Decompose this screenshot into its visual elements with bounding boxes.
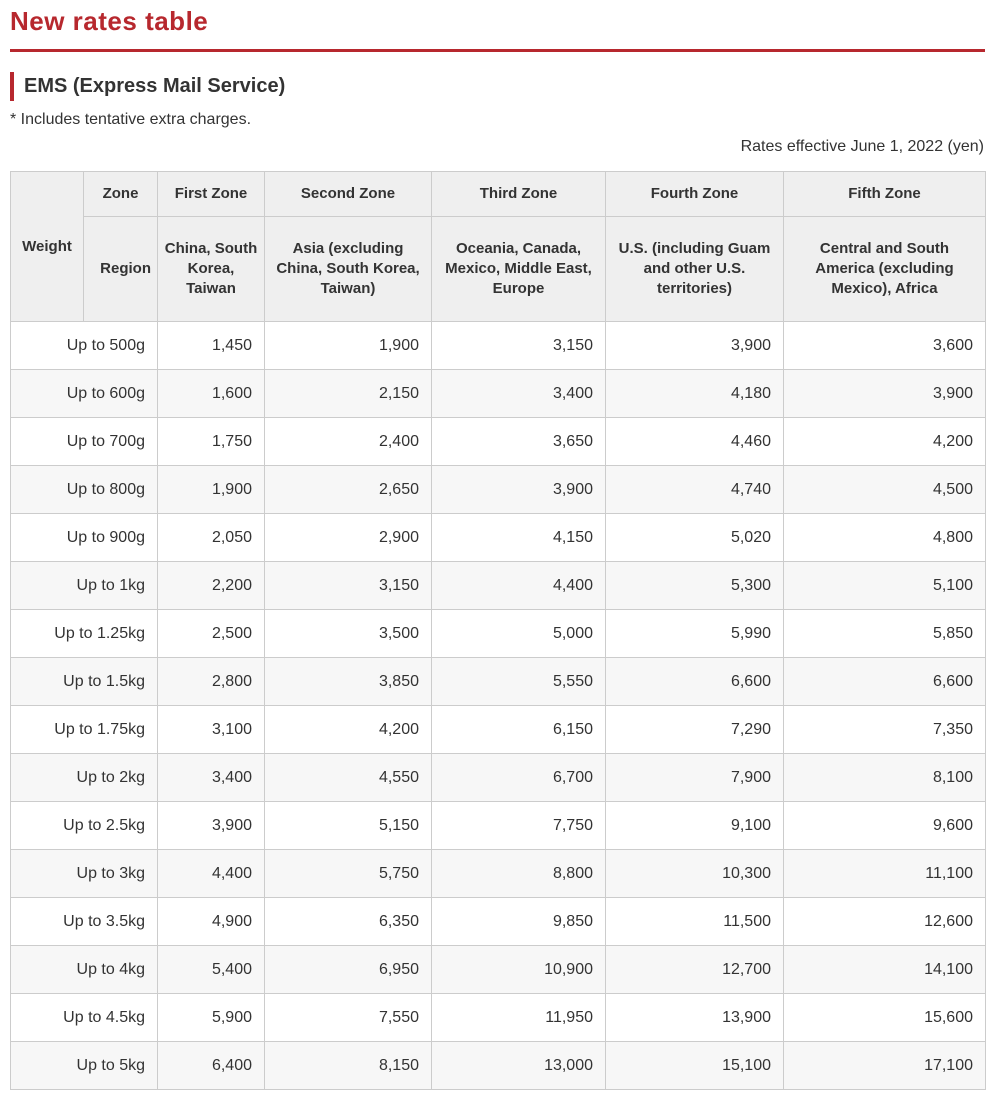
rate-cell: 2,200 bbox=[158, 562, 265, 610]
rate-cell: 4,200 bbox=[265, 706, 432, 754]
page-title: New rates table bbox=[10, 6, 209, 36]
rate-cell: 3,650 bbox=[432, 418, 606, 466]
weight-cell: Up to 600g bbox=[11, 370, 158, 418]
weight-cell: Up to 2kg bbox=[11, 754, 158, 802]
rate-cell: 15,600 bbox=[784, 994, 986, 1042]
weight-cell: Up to 800g bbox=[11, 466, 158, 514]
rate-cell: 8,100 bbox=[784, 754, 986, 802]
rate-cell: 3,850 bbox=[265, 658, 432, 706]
rate-cell: 9,850 bbox=[432, 898, 606, 946]
rate-cell: 6,350 bbox=[265, 898, 432, 946]
rate-cell: 1,900 bbox=[158, 466, 265, 514]
table-row bbox=[11, 850, 986, 898]
rate-cell: 6,950 bbox=[265, 946, 432, 994]
rate-cell: 11,100 bbox=[784, 850, 986, 898]
rate-cell: 5,020 bbox=[606, 514, 784, 562]
table-row bbox=[11, 754, 986, 802]
rate-cell: 1,750 bbox=[158, 418, 265, 466]
rate-cell: 5,000 bbox=[432, 610, 606, 658]
rate-cell: 10,300 bbox=[606, 850, 784, 898]
weight-cell: Up to 900g bbox=[11, 514, 158, 562]
region-fifth-zone: Central and South America (excluding Mexico), Africa bbox=[784, 217, 986, 322]
rate-cell: 4,900 bbox=[158, 898, 265, 946]
table-row bbox=[11, 898, 986, 946]
table-row bbox=[11, 1042, 986, 1090]
rate-cell: 2,050 bbox=[158, 514, 265, 562]
table-row bbox=[11, 658, 986, 706]
zone-header: Zone bbox=[84, 172, 158, 217]
rate-cell: 5,150 bbox=[265, 802, 432, 850]
table-row bbox=[11, 466, 986, 514]
rate-cell: 3,600 bbox=[784, 322, 986, 370]
rate-cell: 1,900 bbox=[265, 322, 432, 370]
rate-cell: 8,800 bbox=[432, 850, 606, 898]
rate-cell: 3,500 bbox=[265, 610, 432, 658]
section-heading: EMS (Express Mail Service) bbox=[10, 72, 285, 101]
table-row bbox=[11, 370, 986, 418]
weight-cell: Up to 1.25kg bbox=[11, 610, 158, 658]
region-first-zone: China, South Korea, Taiwan bbox=[158, 217, 265, 322]
rate-cell: 2,900 bbox=[265, 514, 432, 562]
weight-cell: Up to 1.75kg bbox=[11, 706, 158, 754]
table-row bbox=[11, 562, 986, 610]
weight-cell: Up to 2.5kg bbox=[11, 802, 158, 850]
weight-cell: Up to 3.5kg bbox=[11, 898, 158, 946]
rate-cell: 8,150 bbox=[265, 1042, 432, 1090]
rate-cell: 2,150 bbox=[265, 370, 432, 418]
rate-cell: 7,290 bbox=[606, 706, 784, 754]
rate-cell: 5,400 bbox=[158, 946, 265, 994]
rate-cell: 7,550 bbox=[265, 994, 432, 1042]
rate-cell: 4,500 bbox=[784, 466, 986, 514]
zone-header-fifth: Fifth Zone bbox=[784, 172, 986, 217]
weight-cell: Up to 3kg bbox=[11, 850, 158, 898]
rate-cell: 5,850 bbox=[784, 610, 986, 658]
rate-cell: 5,750 bbox=[265, 850, 432, 898]
rate-cell: 12,600 bbox=[784, 898, 986, 946]
table-row bbox=[11, 418, 986, 466]
rate-cell: 4,150 bbox=[432, 514, 606, 562]
weight-cell: Up to 1kg bbox=[11, 562, 158, 610]
rate-cell: 6,600 bbox=[606, 658, 784, 706]
rate-cell: 13,000 bbox=[432, 1042, 606, 1090]
table-row bbox=[11, 322, 986, 370]
rate-cell: 5,100 bbox=[784, 562, 986, 610]
rate-cell: 2,800 bbox=[158, 658, 265, 706]
title-divider bbox=[10, 49, 985, 52]
rate-cell: 4,180 bbox=[606, 370, 784, 418]
rate-cell: 4,740 bbox=[606, 466, 784, 514]
rate-cell: 2,650 bbox=[265, 466, 432, 514]
weight-cell: Up to 5kg bbox=[11, 1042, 158, 1090]
weight-cell: Up to 4kg bbox=[11, 946, 158, 994]
weight-header: Weight bbox=[11, 172, 84, 322]
rate-cell: 7,350 bbox=[784, 706, 986, 754]
weight-cell: Up to 1.5kg bbox=[11, 658, 158, 706]
rate-cell: 7,750 bbox=[432, 802, 606, 850]
rate-cell: 4,460 bbox=[606, 418, 784, 466]
rate-cell: 3,150 bbox=[432, 322, 606, 370]
rate-cell: 14,100 bbox=[784, 946, 986, 994]
zone-header-second: Second Zone bbox=[265, 172, 432, 217]
weight-cell: Up to 700g bbox=[11, 418, 158, 466]
rate-cell: 11,500 bbox=[606, 898, 784, 946]
table-row bbox=[11, 706, 986, 754]
rate-rows bbox=[11, 322, 986, 1090]
rate-cell: 17,100 bbox=[784, 1042, 986, 1090]
zone-header-third: Third Zone bbox=[432, 172, 606, 217]
rate-cell: 3,900 bbox=[432, 466, 606, 514]
rate-cell: 12,700 bbox=[606, 946, 784, 994]
rate-cell: 6,700 bbox=[432, 754, 606, 802]
rate-cell: 5,550 bbox=[432, 658, 606, 706]
rate-cell: 5,990 bbox=[606, 610, 784, 658]
table-row bbox=[11, 610, 986, 658]
rate-cell: 11,950 bbox=[432, 994, 606, 1042]
table-row bbox=[11, 946, 986, 994]
rate-cell: 4,800 bbox=[784, 514, 986, 562]
extra-charges-note: * Includes tentative extra charges. bbox=[10, 111, 252, 128]
rate-cell: 9,100 bbox=[606, 802, 784, 850]
region-header: Region bbox=[84, 217, 158, 322]
rate-cell: 3,900 bbox=[606, 322, 784, 370]
table-row bbox=[11, 514, 986, 562]
rate-cell: 4,550 bbox=[265, 754, 432, 802]
table-row bbox=[11, 802, 986, 850]
table-row bbox=[11, 994, 986, 1042]
weight-cell: Up to 500g bbox=[11, 322, 158, 370]
rate-cell: 4,400 bbox=[432, 562, 606, 610]
rate-cell: 3,100 bbox=[158, 706, 265, 754]
rate-cell: 10,900 bbox=[432, 946, 606, 994]
rate-cell: 7,900 bbox=[606, 754, 784, 802]
zone-header-first: First Zone bbox=[158, 172, 265, 217]
rate-cell: 6,600 bbox=[784, 658, 986, 706]
region-fourth-zone: U.S. (including Guam and other U.S. territories) bbox=[606, 217, 784, 322]
region-third-zone: Oceania, Canada, Mexico, Middle East, Europe bbox=[432, 217, 606, 322]
rate-cell: 3,400 bbox=[432, 370, 606, 418]
rate-cell: 2,500 bbox=[158, 610, 265, 658]
rate-cell: 5,900 bbox=[158, 994, 265, 1042]
rate-cell: 15,100 bbox=[606, 1042, 784, 1090]
rate-cell: 6,150 bbox=[432, 706, 606, 754]
rate-cell: 3,900 bbox=[158, 802, 265, 850]
rate-cell: 1,600 bbox=[158, 370, 265, 418]
region-second-zone: Asia (excluding China, South Korea, Taiwan) bbox=[265, 217, 432, 322]
rate-cell: 6,400 bbox=[158, 1042, 265, 1090]
rate-cell: 3,900 bbox=[784, 370, 986, 418]
rate-cell: 2,400 bbox=[265, 418, 432, 466]
zone-header-fourth: Fourth Zone bbox=[606, 172, 784, 217]
rate-cell: 13,900 bbox=[606, 994, 784, 1042]
rate-cell: 5,300 bbox=[606, 562, 784, 610]
rates-effective-date: Rates effective June 1, 2022 (yen) bbox=[740, 138, 984, 155]
rate-cell: 9,600 bbox=[784, 802, 986, 850]
rate-cell: 3,400 bbox=[158, 754, 265, 802]
rate-cell: 4,400 bbox=[158, 850, 265, 898]
rate-cell: 1,450 bbox=[158, 322, 265, 370]
rate-cell: 3,150 bbox=[265, 562, 432, 610]
weight-cell: Up to 4.5kg bbox=[11, 994, 158, 1042]
rate-cell: 4,200 bbox=[784, 418, 986, 466]
ems-rates-table bbox=[10, 171, 986, 1090]
